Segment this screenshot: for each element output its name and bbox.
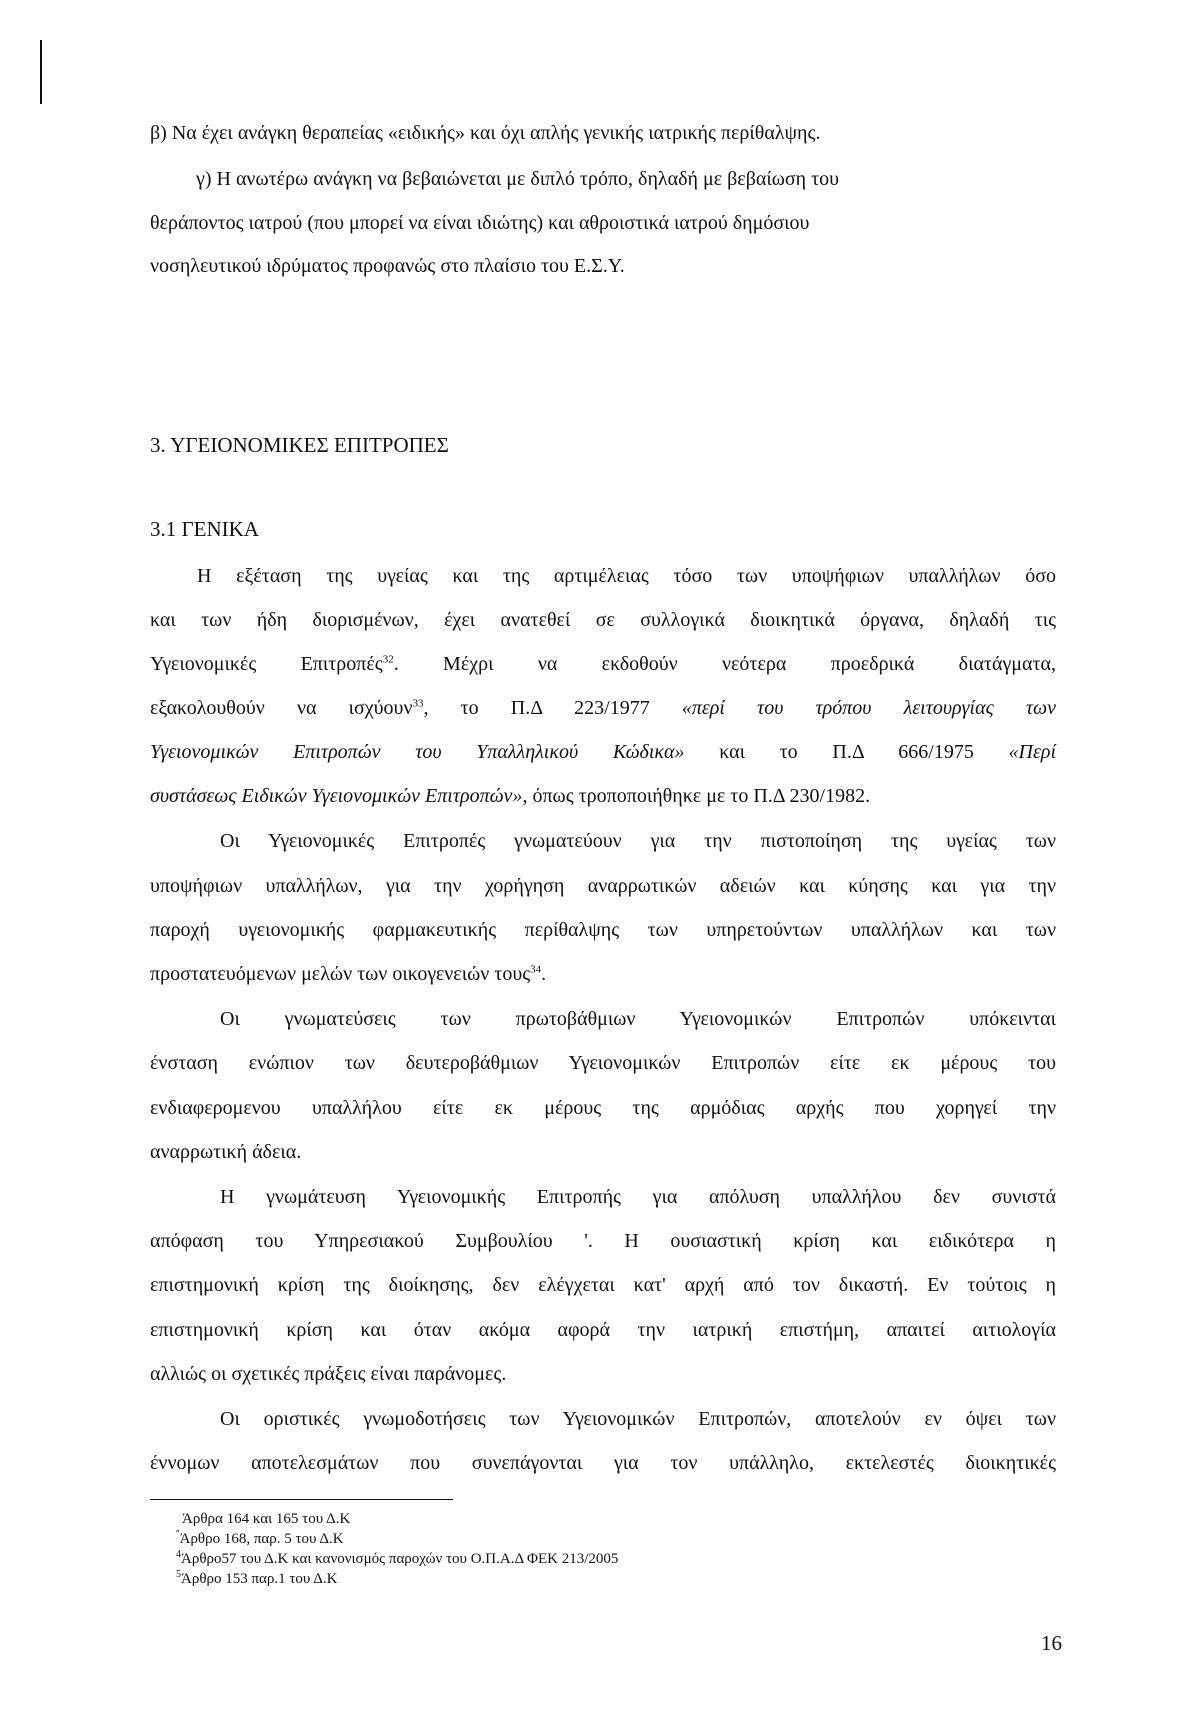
list-item-c-line-3: νοσηλευτικού ιδρύματος προφανώς στο πλαίσιο του Ε.Σ.Υ. [150, 255, 625, 277]
paragraph-2-line-4: προστατευόμενων μελών των οικογενειών τους$^{34}$. [150, 963, 547, 985]
footnote-3: $^4$Άρθρο57 του Δ.Κ και κανονισμός παροχών του Ο.Π.Α.Δ ΦΕΚ 213/2005 [176, 1549, 619, 1567]
footnote-4: $^5$Άρθρο 153 παρ.1 του Δ.Κ [176, 1569, 338, 1587]
paragraph-4-line-5: αλλιώς οι σχετικές πράξεις είναι παράνομες. [150, 1363, 507, 1385]
list-item-b: β) Να έχει ανάγκη θεραπείας «ειδικής» και όχι απλής γενικής ιατρικής περίθαλψης. [150, 122, 821, 144]
footnote-ref-33: 33 [412, 697, 424, 710]
paragraph-5-line-1: Οι οριστικές γνωμοδοτήσεις των Υγειονομικών Επιτροπών, αποτελούν εν όψει των [220, 1408, 1056, 1430]
paragraph-4-line-1: Η γνωμάτευση Υγειονομικής Επιτροπής για απόλυση υπαλλήλου δεν συνιστά [220, 1186, 1056, 1208]
footnote-ref-32: 32 [382, 653, 394, 666]
paragraph-1-line-6: συστάσεως Ειδικών Υγειονομικών Επιτροπών», όπως τροποποιήθηκε με το Π.Δ 230/1982. [150, 785, 871, 807]
scan-edge-mark [40, 40, 42, 104]
paragraph-1-line-2: και των ήδη διορισμένων, έχει ανατεθεί σε συλλογικά διοικητικά όργανα, δηλαδή τις [150, 609, 1056, 631]
section-title: 3. ΥΓΕΙΟΝΟΜΙΚΕΣ ΕΠΙΤΡΟΠΕΣ [150, 433, 449, 457]
paragraph-2-line-2: υποψήφιων υπαλλήλων, για την χορήγηση αναρρωτικών αδειών και κύησης και για την [150, 875, 1056, 897]
footnote-separator [150, 1499, 453, 1500]
paragraph-5-line-2: έννομων αποτελεσμάτων που συνεπάγονται για τον υπάλληλο, εκτελεστές διοικητικές [150, 1452, 1056, 1474]
paragraph-2-line-3: παροχή υγειονομικής φαρμακευτικής περίθαλψης των υπηρετούντων υπαλλήλων και των [150, 919, 1056, 941]
paragraph-3-line-4: αναρρωτική άδεια. [150, 1141, 302, 1163]
paragraph-1-line-3: Υγειονομικές Επιτροπές$^{32}$. Μέχρι να εκδοθούν νεότερα προεδρικά διατάγματα, [150, 653, 1057, 675]
paragraph-4-line-4: επιστημονική κρίση και όταν ακόμα αφορά την ιατρική επιστήμη, απαιτεί αιτιολογία [150, 1319, 1056, 1341]
subsection-title: 3.1 ΓΕΝΙΚΑ [150, 517, 259, 541]
page-number: 16 [1041, 1631, 1062, 1655]
footnote-ref-34: 34 [530, 963, 542, 976]
paragraph-1-line-1: Η εξέταση της υγείας και της αρτιμέλειας τόσο των υποψήφιων υπαλλήλων όσο [197, 565, 1056, 587]
footnote-2: ''Άρθρο 168, παρ. 5 του Δ.Κ [176, 1529, 344, 1547]
paragraph-3-line-3: ενδιαφερομενου υπαλλήλου είτε εκ μέρους της αρμόδιας αρχής που χορηγεί την [150, 1097, 1056, 1119]
paragraph-1-line-5: Υγειονομικών Επιτροπών του Υπαλληλικού Κώδικα» και το Π.Δ 666/1975 «Περί [150, 741, 1056, 763]
list-item-c-line-1: γ) Η ανωτέρω ανάγκη να βεβαιώνεται με διπλό τρόπο, δηλαδή με βεβαίωση του [196, 168, 840, 190]
list-item-c-line-2: θεράποντος ιατρού (που μπορεί να είναι ιδιώτης) και αθροιστικά ιατρού δημόσιου [150, 212, 810, 234]
paragraph-3-line-2: ένσταση ενώπιον των δευτεροβάθμιων Υγειονομικών Επιτροπών είτε εκ μέρους του [150, 1052, 1056, 1074]
paragraph-4-line-2: απόφαση του Υπηρεσιακού Συμβουλίου '. Η ουσιαστική κρίση και ειδικότερα η [150, 1230, 1056, 1252]
paragraph-2-line-1: Οι Υγειονομικές Επιτροπές γνωματεύουν για την πιστοποίηση της υγείας των [220, 830, 1056, 852]
paragraph-1-line-4: εξακολουθούν να ισχύουν$^{33}$, το Π.Δ 223/1977 «περί του τρόπου λειτουργίας των [150, 697, 1056, 719]
footnote-1: Άρθρα 164 και 165 του Δ.Κ [182, 1511, 351, 1527]
paragraph-3-line-1: Οι γνωματεύσεις των πρωτοβάθμιων Υγειονομικών Επιτροπών υπόκεινται [220, 1008, 1056, 1030]
paragraph-4-line-3: επιστημονική κρίση της διοίκησης, δεν ελέγχεται κατ' αρχή από τον δικαστή. Εν τούτοις η [150, 1274, 1056, 1296]
